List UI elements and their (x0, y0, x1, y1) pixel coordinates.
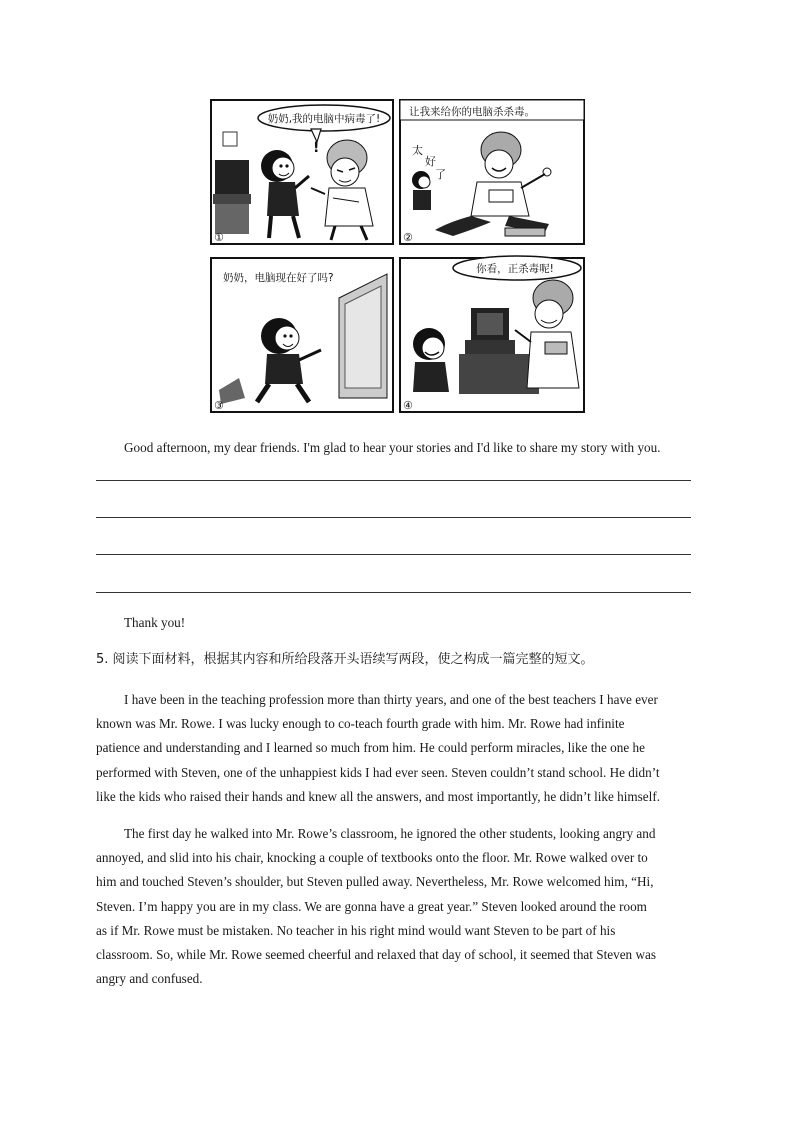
text-line: angry and confused. (96, 971, 203, 987)
text-line: patience and understanding and I learned so much from him. He could perform miracles, like the one he (96, 740, 645, 756)
panel-3-number: ③ (214, 399, 224, 412)
comic-strip (209, 98, 587, 414)
comic-panel-2 (400, 100, 584, 244)
passage-paragraph-1 (96, 688, 706, 809)
panel-2-aside-3: 了 (435, 168, 446, 181)
panel-4-caption: 你看，正杀毒呢! (476, 263, 554, 275)
text-line: classroom. So, while Mr. Rowe seemed cheerful and relaxed that day of school, it seemed that Steven was (96, 947, 656, 963)
passage-paragraph-2 (96, 822, 706, 991)
writing-line (96, 592, 691, 593)
speech-closing: Thank you! (124, 615, 186, 630)
comic-panel-1 (211, 100, 393, 244)
text-line: performed with Steven, one of the unhappiest kids I had ever seen. Steven couldn’t stand school. He didn’t (96, 764, 660, 780)
writing-line (96, 517, 691, 518)
text-line: as if Mr. Rowe must be mistaken. No teacher in his right mind would want Steven to be part of his (96, 922, 616, 938)
svg-text:!: ! (313, 140, 320, 156)
speech-opening: Good afternoon, my dear friends. I'm glad to hear your stories and I'd like to share my story with you. (124, 440, 661, 455)
writing-line (96, 554, 691, 555)
panel-2-aside-1: 太 (412, 144, 423, 157)
text-line: him and touched Steven’s shoulder, but Steven pulled away. Nevertheless, Mr. Rowe welcomed him, “Hi, (96, 874, 654, 890)
text-line: annoyed, and slid into his chair, knocking a couple of textbooks onto the floor. Mr. Rowe walked over to (96, 850, 648, 866)
writing-line (96, 480, 691, 481)
text-line: known was Mr. Rowe. I was lucky enough to co-teach fourth grade with him. Mr. Rowe had infinite (96, 716, 625, 732)
panel-3-caption: 奶奶，电脑现在好了吗? (223, 272, 334, 284)
panel-1-caption: 奶奶,我的电脑中病毒了! (267, 113, 381, 125)
comic-panel-4 (400, 256, 584, 412)
panel-2-number: ② (403, 231, 413, 244)
comic-panel-3 (211, 258, 393, 412)
text-line: I have been in the teaching profession more than thirty years, and one of the best teachers I have ever (124, 692, 658, 707)
panel-4-number: ④ (403, 399, 413, 412)
question-5-prompt: 5. 阅读下面材料，根据其内容和所给段落开头语续写两段，使之构成一篇完整的短文。 (96, 652, 594, 667)
panel-2-caption: 让我来给你的电脑杀杀毒。 (409, 106, 535, 118)
text-line: Steven. I’m happy you are in my class. We are gonna have a great year.” Steven looked around the room (96, 898, 647, 914)
text-line: like the kids who raised their hands and knew all the answers, and most importantly, he didn’t like himself. (96, 788, 661, 804)
panel-1-number: ① (214, 231, 224, 244)
panel-2-aside-2: 好 (425, 155, 436, 168)
text-line: The first day he walked into Mr. Rowe’s classroom, he ignored the other students, looking angry and (124, 826, 656, 841)
